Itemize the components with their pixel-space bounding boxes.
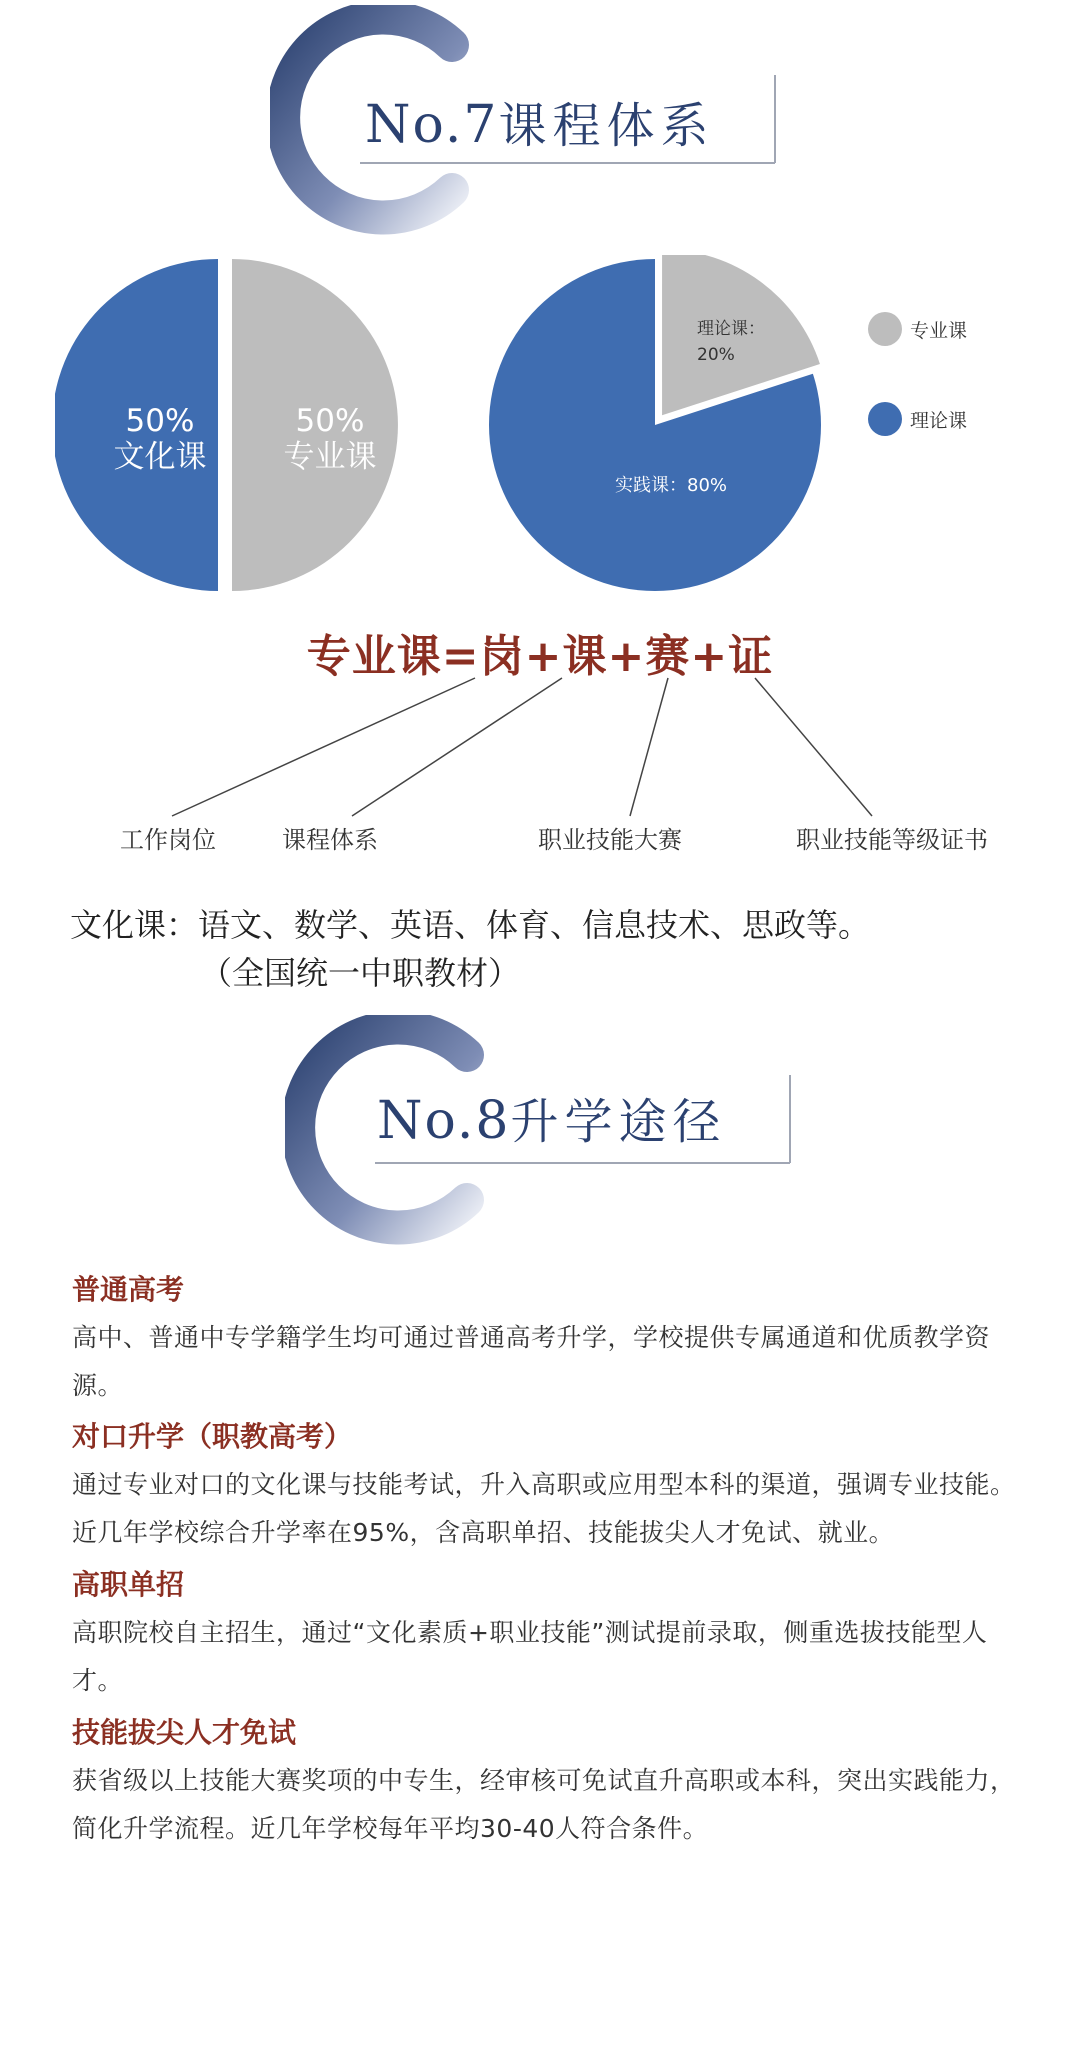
formula-connector-lines: [0, 670, 1080, 820]
pie2-theory-value: 20%: [697, 345, 735, 365]
pie-chart-culture-professional: [55, 255, 415, 595]
section-header-no7: [270, 5, 830, 245]
formula-label-certificate: 职业技能等级证书: [796, 826, 988, 854]
pie2-theory-label: [697, 316, 765, 368]
legend-dot-blue-icon: [868, 402, 902, 436]
route-title-duikou: 对口升学（职教高考）: [72, 1420, 353, 1453]
legend-item-theory: [868, 402, 967, 436]
pie1-left-label: [95, 403, 225, 475]
legend-label-professional: 专业课: [910, 319, 968, 342]
formula-heading: 专业课=岗+课+赛+证: [306, 631, 774, 682]
section-number: No.8: [377, 1091, 511, 1151]
pie1-right-name: 专业课: [283, 439, 377, 475]
section-title-no7: [365, 87, 715, 156]
connector-line-2: [352, 678, 562, 816]
legend-dot-gray-icon: [868, 312, 902, 346]
pie1-right-percent: 50%: [295, 403, 365, 439]
section-number: No.7: [365, 95, 499, 155]
legend-label-theory: 理论课: [910, 409, 968, 432]
formula-label-contest: 职业技能大赛: [538, 826, 682, 854]
route-title-gaokao: 普通高考: [72, 1273, 185, 1306]
culture-course-list: 文化课：语文、数学、英语、体育、信息技术、思政等。: [70, 906, 871, 944]
culture-course-note: （全国统一中职教材）: [200, 954, 521, 992]
connector-line-1: [172, 678, 475, 816]
pie2-svg: [485, 255, 845, 595]
section-title-text: 课程体系: [498, 98, 715, 154]
pie2-practice-label: 实践课：80%: [615, 475, 728, 496]
formula-label-course: 课程体系: [282, 826, 378, 854]
pie1-right-label: [265, 403, 395, 475]
route-body-gaokao: 高中、普通中专学籍学生均可通过普通高考升学，学校提供专属通道和优质教学资源。: [72, 1323, 991, 1400]
section-header-no8: [285, 1015, 845, 1255]
section-title-text: 升学途径: [510, 1094, 727, 1150]
route-body-duikou: 通过专业对口的文化课与技能考试，升入高职或应用型本科的渠道，强调专业技能。近几年学校综合升学率在95%，含高职单招、技能拔尖人才免试、就业。: [72, 1470, 1016, 1547]
route-title-danzhao: 高职单招: [72, 1568, 185, 1601]
route-title-mianshi: 技能拔尖人才免试: [72, 1716, 297, 1749]
pie2-theory-name: 理论课：: [697, 319, 765, 339]
connector-line-3: [630, 678, 668, 816]
pie-chart-theory-practice: [485, 255, 845, 595]
pie1-left-percent: 50%: [125, 403, 195, 439]
route-body-mianshi: 获省级以上技能大赛奖项的中专生，经审核可免试直升高职或本科，突出实践能力，简化升学流程。近几年学校每年平均30-40人符合条件。: [72, 1766, 1016, 1843]
pie1-left-name: 文化课: [113, 439, 207, 475]
section-title-no8: [377, 1083, 727, 1152]
route-body-danzhao: 高职院校自主招生，通过“文化素质+职业技能”测试提前录取，侧重选拔技能型人才。: [72, 1618, 988, 1695]
legend-item-professional: [868, 312, 967, 346]
connector-line-4: [755, 678, 872, 816]
formula-label-job: 工作岗位: [120, 826, 216, 854]
